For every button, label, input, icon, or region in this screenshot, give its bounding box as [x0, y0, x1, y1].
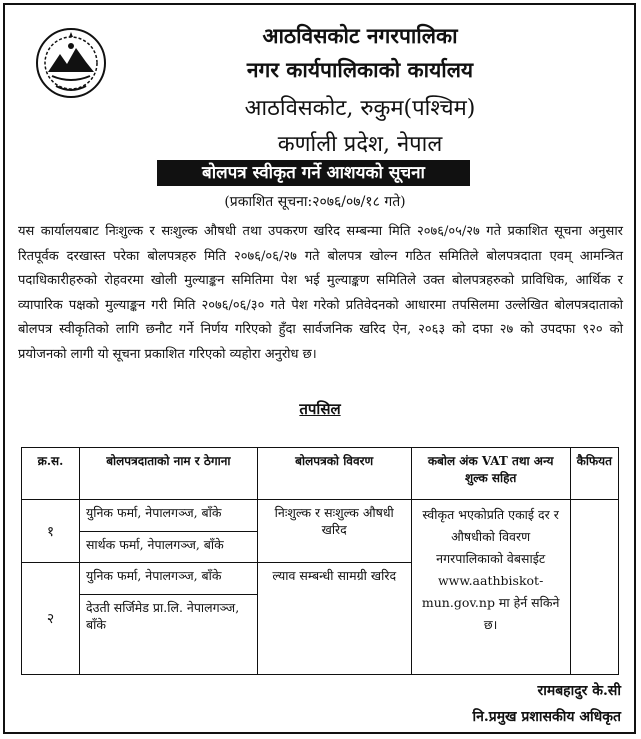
bidder-name: युनिक फर्मा, नेपालगञ्ज, बाँके — [79, 563, 257, 595]
bidder-name: युनिक फर्मा, नेपालगञ्ज, बाँके — [79, 500, 257, 532]
header-remarks: कैफियत — [570, 448, 618, 500]
bidder-name: देउती सर्जिमेड प्रा.लि. नेपालगञ्ज, बाँके — [79, 595, 257, 675]
table-header-row — [22, 448, 619, 500]
province-country: कर्णाली प्रदेश, नेपाल — [277, 132, 443, 157]
amount-note: स्वीकृत भएकोप्रति एकाई दर र औषधीको विवरण नगरपालिकाको वेबसाईट www.aathbiskot-mun.gov.np मा हेर्न सकिने छ। — [411, 500, 570, 675]
bid-acceptance-table — [21, 447, 619, 675]
nepal-government-emblem-icon — [34, 26, 108, 100]
bidder-name: सार्थक फर्मा, नेपालगञ्ज, बाँके — [79, 531, 257, 563]
table-row — [22, 500, 619, 532]
header-amount: कबोल अंक VAT तथा अन्य शुल्क सहित — [411, 448, 570, 500]
header-serial: क्र.स. — [22, 448, 80, 500]
bid-description: निःशुल्क र सःशुल्क औषधी खरिद — [257, 500, 411, 563]
published-date: (प्रकाशित सूचना:२०७६/०७/१८ गते) — [224, 194, 406, 210]
bid-description: ल्याव सम्बन्धी सामग्री खरिद — [257, 563, 411, 675]
signatory-name: रामबहादुर के.सी — [537, 683, 621, 699]
remarks-cell — [570, 500, 618, 675]
office-address: आठविसकोट, रुकुम(पश्चिम) — [244, 96, 476, 121]
notice-title-banner: बोलपत्र स्वीकृत गर्ने आशयको सूचना — [157, 160, 470, 186]
municipality-name: आठविसकोट नगरपालिका — [262, 23, 458, 48]
notice-body-text: यस कार्यालयबाट निःशुल्क र सःशुल्क औषधी तथा उपकरण खरिद सम्बन्मा मिति २०७६/०५/२७ गते प्रकाशित सूचना अनुसार रितपूर्वक दरखास्त परेका बोलपत्रहरु मिति २०७६/०६/२७ गते बोलपत्र खोल्न गठित समितिले बोलपत्रदाता एवम् आमन्त्रित पदाधिकारीहरुको रोहवरमा खोली मुल्याङ्कन समितिमा पेश भई मुल्याङ्कण समितिले उक्त बोलपत्रहरुको प्राविधिक, आर्थिक र व्यापारिक पक्षको मुल्याङ्कन गरी मिति २०७६/०६/३० गते पेश गरेको प्रतिवेदनको आधारमा तपसिलमा उल्लेखित बोलपत्रदाताको बोलपत्र स्वीकृतिको लागि छनौट गर्ने निर्णय गरिएको हुँदा सार्वजनिक खरिद ऐन, २०६३ को दफा २७ को उपदफा ९२० को प्रयोजनको लागी यो सूचना प्रकाशित गरिएको व्यहोरा अनुरोध छ। — [18, 224, 623, 362]
signatory-title: नि.प्रमुख प्रशासकीय अधिकृत — [472, 709, 621, 725]
header-description: बोलपत्रको विवरण — [257, 448, 411, 500]
row-serial: १ — [22, 500, 80, 563]
header-bidder: बोलपत्रदाताको नाम र ठेगाना — [79, 448, 257, 500]
table-title: तपसिल — [299, 400, 341, 418]
office-name: नगर कार्यपालिकाको कार्यालय — [246, 57, 474, 82]
row-serial: २ — [22, 563, 80, 675]
